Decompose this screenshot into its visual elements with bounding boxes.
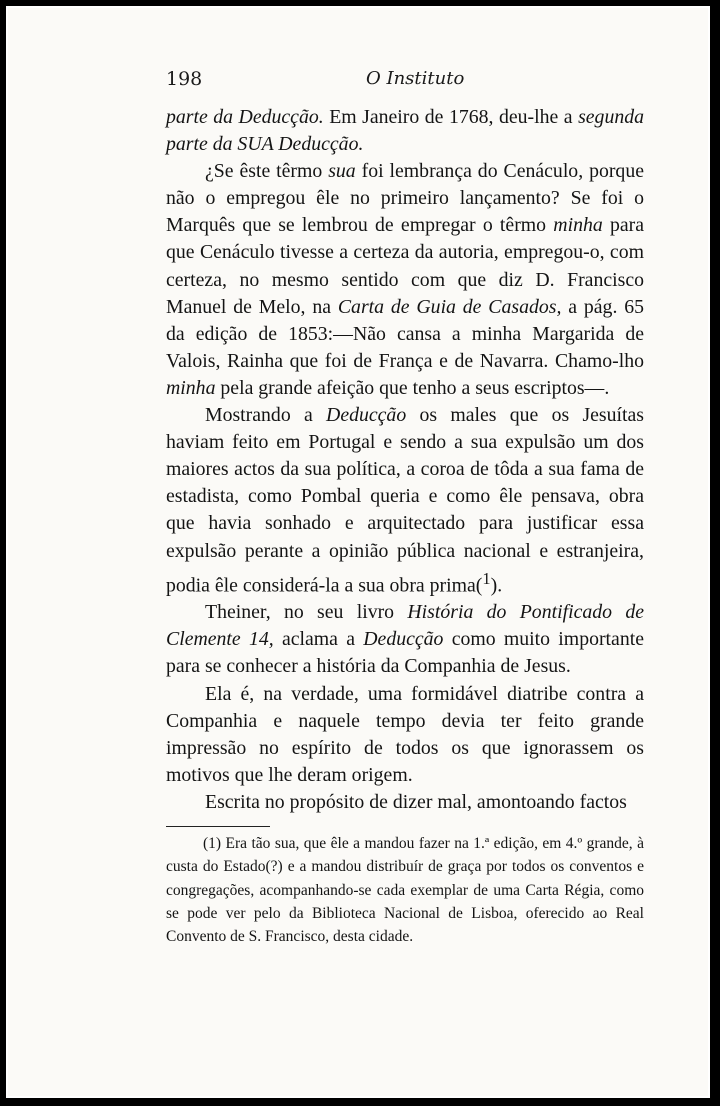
text-span: Theiner, no seu livro [205, 601, 408, 624]
text-span: foi lembrança do Cenáculo, porque não o empregou êle no primeiro lançamento? Se foi o Marquês que se lembrou de empregar o têrmo [166, 160, 644, 237]
text-span: os males que os Jesuítas haviam feito em Portugal e sendo a sua expulsão um dos maiores actos da sua política, a coroa de tôda a sua fama de estadista, como Pombal queria e como êle pensava, obra que havia sonhado e arquitectado para justificar essa expulsão perante a opinião pública nacional e estranjeira, podia êle considerá-la a sua obra prima( [166, 404, 644, 597]
footnote-reference: 1 [482, 568, 491, 588]
footnote-1 [166, 832, 644, 948]
text-span: Em Janeiro de 1768, deu-lhe a [323, 106, 579, 128]
text-span: ). [490, 574, 503, 597]
running-title: O Instituto [366, 68, 465, 89]
paragraph-6: Escrita no propósito de dizer mal, amontoando factos [205, 790, 627, 813]
body-text [166, 104, 644, 816]
page-number: 198 [166, 68, 203, 90]
text-span: pela grande afeição que tenho a seus escriptos—. [215, 376, 610, 399]
text-span: ¿Se êste têrmo [205, 160, 329, 183]
footnote-text: Era tão sua, que êle a mandou fazer na 1.ª edição, em 4.º grande, à custa do Estado(?) e a mandou distribuír de graça por todos os conventos e congregações, acompanhando-se cada exemplar de uma Carta Régia, como se pode ver pelo da Biblioteca Nacional de Lisboa, oferecido ao Real Convento de S. Francisco, desta cidade. [166, 835, 644, 946]
footnote-divider [166, 826, 270, 827]
italic-span: sua [328, 160, 356, 183]
paragraph-3 [166, 402, 644, 599]
italic-span: minha [553, 214, 603, 237]
italic-span: Carta de Guia de Casados, [337, 295, 562, 318]
paragraph-4 [166, 599, 644, 680]
paragraph-2 [166, 158, 644, 402]
italic-span: Deducção [363, 628, 444, 651]
paragraph-5: Ela é, na verdade, uma formidável diatribe contra a Companhia e naquele tempo devia ter feito grande impressão no espírito de todos os que ignorassem os motivos que lhe deram origem. [166, 682, 644, 786]
paragraph-1 [166, 104, 644, 158]
text-span: para que Cenáculo tivesse a certeza da autoria, empregou-o, com certeza, no mesmo sentido com que diz D. Francisco Manuel de Melo, na [166, 214, 645, 318]
text-span: Mostrando a [205, 404, 327, 427]
italic-span: Deducção [326, 404, 407, 427]
book-page [6, 6, 710, 1098]
italic-span: parte da Deducção. [166, 106, 324, 128]
footnote-marker: (1) [203, 835, 222, 852]
text-span: aclama a [273, 628, 364, 651]
footnotes [166, 832, 644, 948]
text-span: a pág. 65 da edição de 1853:—Não cansa a minha Margarida de Valois, Rainha que foi de França e de Navarra. Chamo-lho [166, 295, 645, 372]
text-span: como muito importante para se conhecer a história da Companhia de Jesus. [166, 628, 645, 678]
italic-span: minha [166, 376, 216, 399]
page-header [8, 68, 708, 98]
italic-span: História do Pontificado de Clemente 14, [166, 601, 644, 651]
italic-span: segunda parte da SUA Deducção. [166, 106, 645, 156]
